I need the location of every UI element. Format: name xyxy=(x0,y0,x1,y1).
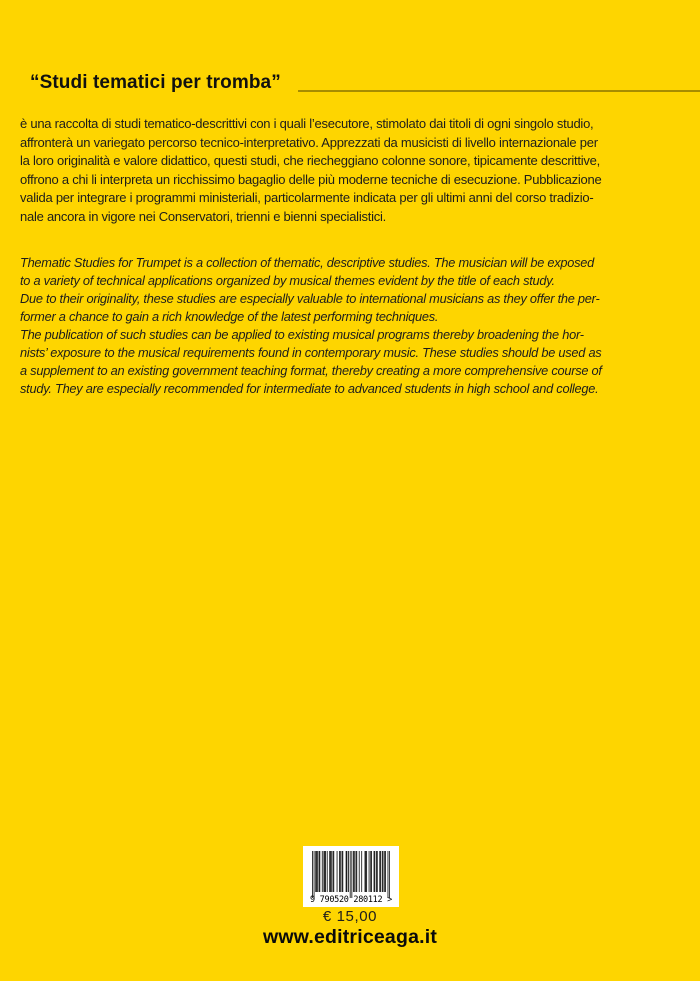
english-text-line: The publication of such studies can be applied to existing musical programs thereby broadening the hor- xyxy=(20,327,584,342)
barcode-bars xyxy=(312,851,390,898)
barcode-number: 9 790520 280112 > xyxy=(310,895,392,905)
italian-text-line: valida per integrare i programmi ministeriali, particolarmente indicata per gli ultimi anni del corso tradizio- xyxy=(20,190,594,205)
italian-text-line: affronterà un variegato percorso tecnico-interpretativo. Apprezzati da musicisti di livello internazionale per xyxy=(20,134,598,150)
book-title: “Studi tematici per tromba” xyxy=(30,72,281,93)
italian-text-line: la loro originalità e valore didattico, questi studi, che riecheggiano colonne sonore, tipicamente descrittive, xyxy=(20,153,600,168)
english-text-line: nists’ exposure to the musical requirements found in contemporary music. These studies should be used as xyxy=(20,345,602,360)
italian-text-line: nale ancora in vigore nei Conservatori, trienni e bienni specialistici. xyxy=(20,208,386,224)
barcode-bars-area xyxy=(312,851,390,898)
english-text-line: Due to their originality, these studies are especially valuable to international musicians as they offer the per- xyxy=(20,291,600,306)
description-italian xyxy=(20,115,692,226)
title-rule-line xyxy=(298,90,700,92)
english-text-line: to a variety of technical applications organized by musical themes evident by the title of each study. xyxy=(20,273,555,288)
price-label: € 15,00 xyxy=(322,908,378,925)
barcode xyxy=(303,846,399,907)
italian-text-line: offrono a chi li interpreta un ricchissimo bagaglio delle più moderne tecniche di esecuzione. Pubblicazione xyxy=(20,171,602,187)
english-text-line: study. They are especially recommended for intermediate to advanced students in high school and college. xyxy=(20,381,599,396)
italian-text-line: è una raccolta di studi tematico-descrittivi con i quali l’esecutore, stimolato dai titoli di ogni singolo studio, xyxy=(20,116,594,131)
description-english xyxy=(20,254,692,398)
title-row xyxy=(30,71,700,95)
english-text-line: Thematic Studies for Trumpet is a collection of thematic, descriptive studies. The musician will be exposed xyxy=(20,255,595,270)
english-text-line: former a chance to gain a rich knowledge of the latest performing techniques. xyxy=(20,309,439,324)
english-text-line: a supplement to an existing government teaching format, thereby creating a more comprehensive course of xyxy=(20,363,602,378)
publisher-website: www.editriceaga.it xyxy=(262,926,438,948)
